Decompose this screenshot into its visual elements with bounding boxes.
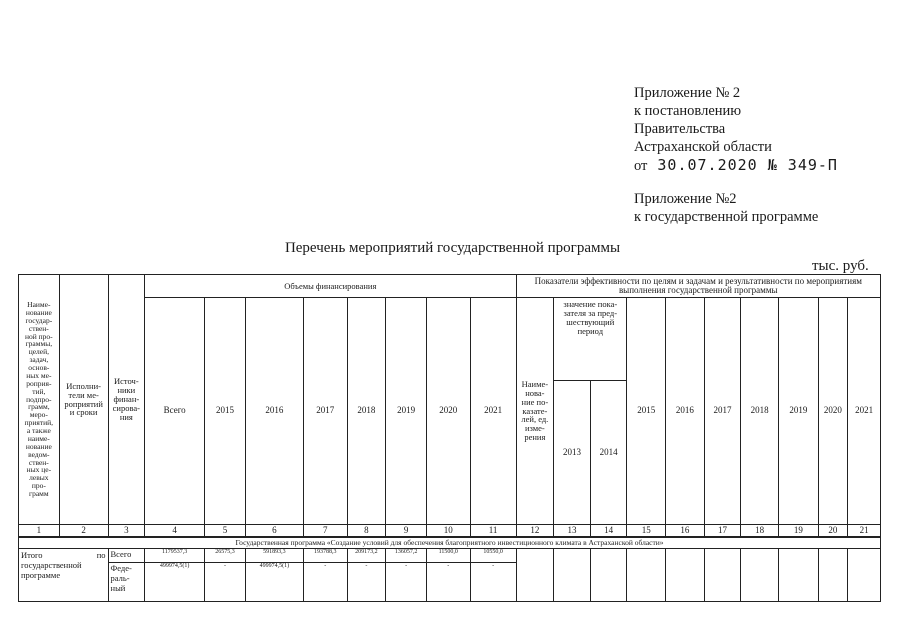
appendix-program-header — [634, 190, 818, 226]
header-indicator-year: 2015 — [627, 298, 666, 525]
row-source: Всего — [108, 549, 145, 563]
row-indicator — [627, 549, 666, 602]
col-number: 2 — [59, 525, 108, 538]
header-indicator-year: 2019 — [779, 298, 819, 525]
header-indicators-group: Показатели эффективности по целям и задачам и результативности по мероприятиям выполнения государственной программы — [516, 275, 880, 298]
appendix-line: Астраханской области — [634, 139, 772, 155]
col-number: 7 — [303, 525, 347, 538]
col-number: 17 — [704, 525, 741, 538]
header-funding-total: Всего — [145, 298, 205, 525]
header-funding-year: 2019 — [386, 298, 427, 525]
date-prefix: от — [634, 158, 648, 174]
appendix-header — [634, 84, 838, 175]
row-indicator — [818, 549, 848, 602]
row-value: - — [426, 563, 470, 602]
col-number: 19 — [779, 525, 819, 538]
col-number: 13 — [554, 525, 591, 538]
col-number: 16 — [666, 525, 705, 538]
row-value: - — [347, 563, 386, 602]
row-indicator — [704, 549, 741, 602]
row-indicator — [848, 549, 881, 602]
row-indicator — [779, 549, 819, 602]
header-funding-year: 2018 — [347, 298, 386, 525]
col-number: 15 — [627, 525, 666, 538]
col-number: 14 — [590, 525, 627, 538]
row-value: - — [470, 563, 516, 602]
header-funding-year: 2021 — [470, 298, 516, 525]
header-funding-year: 2017 — [303, 298, 347, 525]
row-value: 10550,0 — [470, 549, 516, 563]
col-number: 5 — [205, 525, 246, 538]
col-number: 20 — [818, 525, 848, 538]
row-value: 591893,3 — [245, 549, 303, 563]
measures-table — [18, 274, 881, 602]
row-indicator — [554, 549, 591, 602]
row-value: 209173,2 — [347, 549, 386, 563]
row-indicator — [666, 549, 705, 602]
header-indicator-year: 2020 — [818, 298, 848, 525]
header-prev-year: 2014 — [590, 381, 627, 525]
col-number: 3 — [108, 525, 145, 538]
row-source: Феде- раль- ный — [108, 563, 145, 602]
header-funding-year: 2016 — [245, 298, 303, 525]
header-indicator-year: 2021 — [848, 298, 881, 525]
row-value: - — [303, 563, 347, 602]
header-indicator-year: 2017 — [704, 298, 741, 525]
row-value: 499974,5(1) — [145, 563, 205, 602]
header-executors: Исполни- тели ме- роприятий и сроки — [59, 275, 108, 525]
document-title: Перечень мероприятий государственной программы — [284, 240, 621, 256]
col-number: 8 — [347, 525, 386, 538]
col-number: 10 — [426, 525, 470, 538]
col-number: 18 — [741, 525, 779, 538]
appendix2-line: к государственной программе — [634, 209, 819, 225]
appendix-line: Приложение № 2 — [634, 85, 741, 101]
col-number: 9 — [386, 525, 427, 538]
units-label: тыс. руб. — [812, 258, 869, 274]
col-number: 6 — [245, 525, 303, 538]
header-funding-group: Объемы финансирования — [145, 275, 516, 298]
row-indicator — [590, 549, 627, 602]
row-value: 11500,0 — [426, 549, 470, 563]
program-title-row: Государственная программа «Создание условий для обеспечения благоприятного инвестиционного климата в Астраханской области» — [19, 537, 881, 549]
col-number: 4 — [145, 525, 205, 538]
row-value: 26575,3 — [205, 549, 246, 563]
row-value: 499974,5(1) — [245, 563, 303, 602]
appendix-date-line — [634, 156, 838, 175]
col-number: 1 — [19, 525, 60, 538]
row-value: - — [205, 563, 246, 602]
header-indicator-year: 2016 — [666, 298, 705, 525]
header-funding-year: 2015 — [205, 298, 246, 525]
header-prev-period: значение пока- зателя за пред- шествующий период — [554, 298, 627, 381]
row-name: Итого по государственной программе — [19, 549, 109, 602]
row-value: 1179537,3 — [145, 549, 205, 563]
header-prev-year: 2013 — [554, 381, 591, 525]
row-value: 136057,2 — [386, 549, 427, 563]
col-number: 21 — [848, 525, 881, 538]
header-indicator-name: Наиме- нова- ние по- казате- лей, ед. изме- рения — [516, 298, 554, 525]
date-number: 30.07.2020 № 349-П — [657, 156, 838, 174]
header-indicator-year: 2018 — [741, 298, 779, 525]
col-number: 12 — [516, 525, 554, 538]
col-number: 11 — [470, 525, 516, 538]
row-indicator — [741, 549, 779, 602]
header-name: Наиме- нование государ- ствен- ной про- граммы, целей, задач, основ- ных ме- роприя- тий, подпро- грамм, меро- приятий, а также наиме- нование ведом- ствен- ных це- левых про- грамм — [19, 275, 60, 525]
row-value: 193788,3 — [303, 549, 347, 563]
header-funding-year: 2020 — [426, 298, 470, 525]
table-row — [19, 549, 881, 563]
header-sources: Источ- ники финан- сирова- ния — [108, 275, 145, 525]
appendix-line: к постановлению — [634, 103, 742, 119]
row-value: - — [386, 563, 427, 602]
row-indicator — [516, 549, 554, 602]
appendix2-line: Приложение №2 — [634, 191, 737, 207]
appendix-line: Правительства — [634, 121, 726, 137]
